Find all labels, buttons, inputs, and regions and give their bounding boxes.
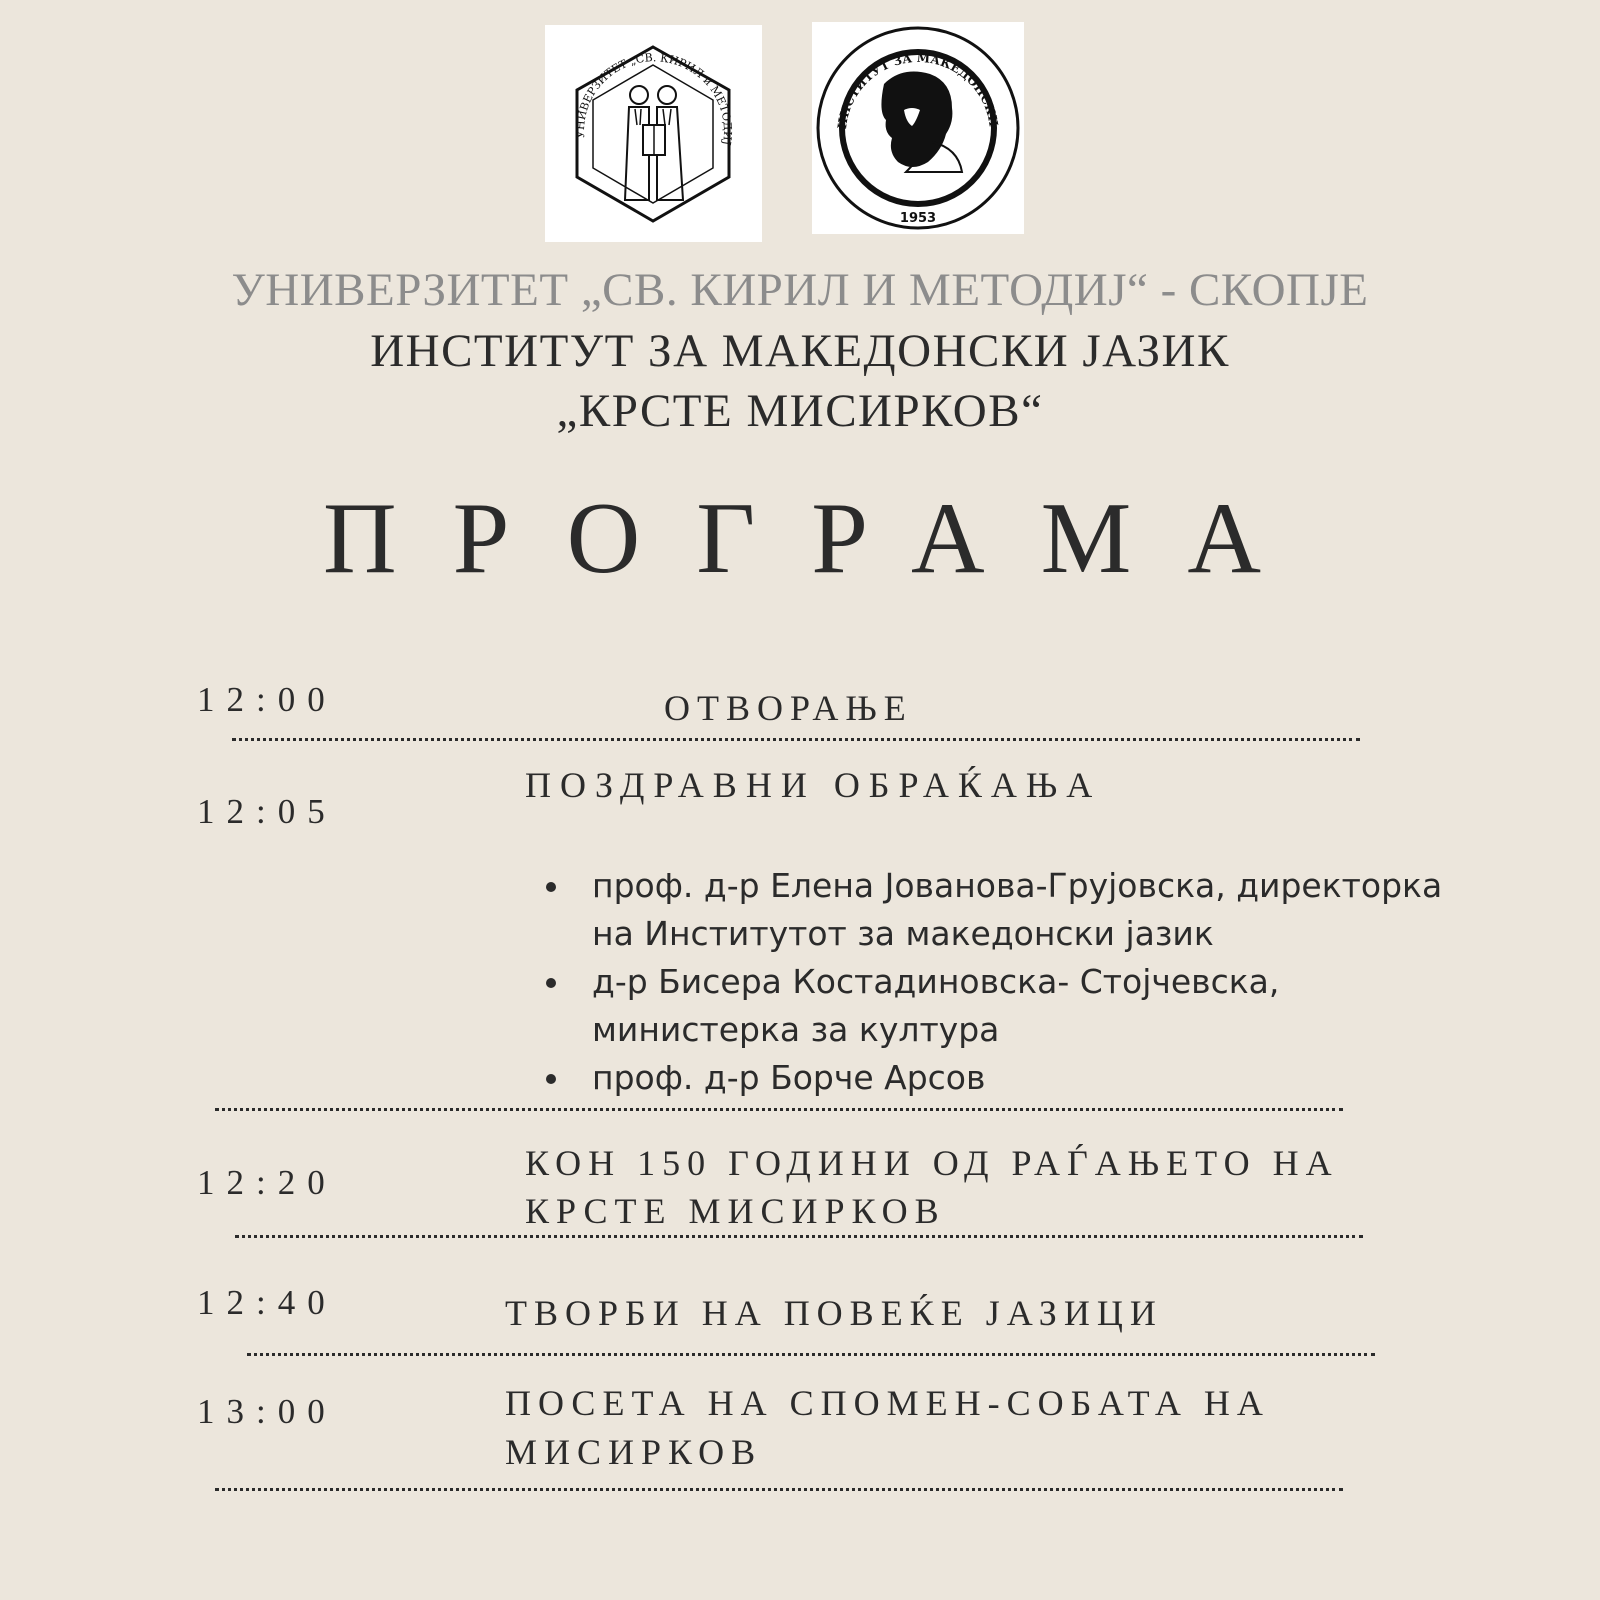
- speaker-item: [540, 862, 1442, 958]
- item-title-line2: КРСТЕ МИСИРКОВ: [525, 1191, 946, 1231]
- item-time: 12:20: [197, 1163, 337, 1202]
- item-title: ОТВОРАЊЕ: [664, 688, 913, 728]
- institute-name-line1: ИНСТИТУТ ЗА МАКЕДОНСКИ ЈАЗИК: [370, 325, 1230, 377]
- speaker-line: министерка за култура: [592, 1010, 1000, 1049]
- speaker-line: проф. д-р Борче Арсов: [592, 1058, 986, 1097]
- divider: [215, 1488, 1343, 1491]
- speaker-item: [540, 958, 1442, 1054]
- item-title: ПОЗДРАВНИ ОБРАЌАЊА: [525, 765, 1102, 805]
- ukim-seal-icon: [545, 25, 762, 242]
- institute-name-line2: „КРСТЕ МИСИРКОВ“: [556, 385, 1044, 437]
- item-title-line2: МИСИРКОВ: [505, 1432, 763, 1472]
- iml-logo: [812, 22, 1024, 234]
- divider: [247, 1353, 1375, 1356]
- divider: [235, 1235, 1363, 1238]
- item-time: 12:05: [197, 792, 337, 831]
- item-time: 12:00: [197, 680, 337, 719]
- item-time: 12:40: [197, 1283, 337, 1322]
- program-title: ПРОГРАМА: [323, 482, 1317, 595]
- divider: [215, 1108, 1343, 1111]
- bullet-icon: [546, 882, 556, 892]
- speaker-line: д-р Бисера Костадиновска- Стојчевска,: [592, 962, 1280, 1001]
- item-title: ТВОРБИ НА ПОВЕЌЕ ЈАЗИЦИ: [505, 1293, 1163, 1333]
- divider: [232, 738, 1360, 741]
- bullet-icon: [546, 1074, 556, 1084]
- speaker-line: на Институтот за македонски јазик: [592, 914, 1214, 953]
- item-title-line1: ПОСЕТА НА СПОМЕН-СОБАТА НА: [505, 1383, 1270, 1423]
- svg-text:1953: 1953: [899, 211, 937, 226]
- ukim-logo: [545, 25, 762, 242]
- svg-text:УНИВЕРЗИТЕТ „СВ. КИРИЛ и МЕТОД: УНИВЕРЗИТЕТ „СВ. КИРИЛ и МЕТОДИЈ: [573, 51, 735, 147]
- speaker-line: проф. д-р Елена Јованова-Грујовска, директорка: [592, 866, 1443, 905]
- item-time: 13:00: [197, 1392, 337, 1431]
- speaker-item: [540, 1054, 1442, 1102]
- iml-seal-icon: [812, 22, 1024, 234]
- item-title-line1: КОН 150 ГОДИНИ ОД РАЃАЊЕТО НА: [525, 1143, 1339, 1183]
- speakers-list: [540, 862, 1442, 1102]
- bullet-icon: [546, 978, 556, 988]
- university-name: УНИВЕРЗИТЕТ „СВ. КИРИЛ И МЕТОДИЈ“ - СКОПЈЕ: [231, 264, 1369, 316]
- svg-text:ИНСТИТУТ ЗА МАКЕДОНСКИ ЈАЗИК „: ИНСТИТУТ ЗА МАКЕДОНСКИ: [835, 50, 1001, 130]
